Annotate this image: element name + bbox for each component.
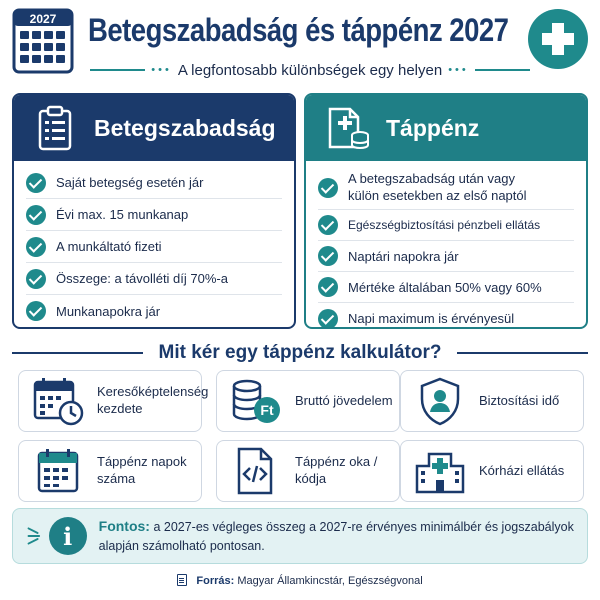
tile-label: Bruttó jövedelem: [295, 392, 393, 408]
check-icon: [26, 269, 46, 289]
list-item: [318, 272, 574, 303]
list-item-text: Összege: a távolléti díj 70%-a: [56, 271, 228, 286]
card-header: [14, 95, 294, 161]
notice-label: Fontos:: [98, 518, 150, 535]
list-item-text: Egészségbiztosítási pénzbeli ellátás: [348, 218, 541, 232]
clipboard-icon: [32, 105, 78, 151]
calendar-clock-icon: [31, 376, 85, 426]
card-title: Táppénz: [386, 114, 480, 141]
check-icon: [26, 205, 46, 225]
header: [0, 0, 600, 90]
list-item: [26, 295, 282, 327]
source-text: Magyar Államkincstár, Egészségvonal: [237, 575, 423, 587]
tile-hospital-care: [400, 440, 584, 502]
check-icon: [318, 178, 338, 198]
tile-gross-income: [216, 370, 400, 432]
notice-text-block: [99, 516, 587, 556]
tile-sick-pay-days: [18, 440, 202, 502]
tile-label: Biztosítási idő: [479, 392, 560, 408]
tile-sick-pay-reason-code: [216, 440, 400, 502]
tile-label: Táppénz napok száma: [97, 454, 187, 486]
check-icon: [26, 301, 46, 321]
attention-lines-icon: [27, 522, 41, 550]
check-icon: [318, 246, 338, 266]
list-item-text: Mértéke általában 50% vagy 60%: [348, 279, 542, 295]
list-item: [318, 167, 574, 210]
sick-leave-card: [12, 93, 296, 329]
list-item: [318, 303, 574, 329]
section-title: Mit kér egy táppénz kalkulátor?: [158, 342, 442, 363]
document-icon: [177, 574, 187, 586]
list-item: [26, 263, 282, 295]
shield-person-icon: [413, 376, 467, 426]
list-item: [318, 210, 574, 241]
notice-text: a 2027-es végleges összeg a 2027-re érvényes minimálbér és jogszabályok alapján számolható pontosan.: [98, 520, 574, 554]
page-title: Betegszabadság és táppénz 2027: [88, 12, 509, 48]
calendar-grid-icon: [31, 446, 85, 496]
tile-incapacity-start: [18, 370, 209, 432]
dots-decoration: •••: [448, 64, 469, 76]
card-list: [306, 161, 586, 329]
medical-cross-icon: [527, 8, 589, 70]
coins-ft-icon: [229, 376, 283, 426]
subtitle-divider-right: [475, 69, 530, 71]
tile-label: Keresőképtelenség kezdete: [97, 384, 209, 416]
list-item: [26, 167, 282, 199]
source-line: [0, 574, 600, 587]
tile-label: Kórházi ellátás: [479, 462, 565, 478]
sick-pay-card: [304, 93, 588, 329]
list-item-text: Évi max. 15 munkanap: [56, 207, 189, 222]
check-icon: [26, 237, 46, 257]
list-item: [26, 199, 282, 231]
check-icon: [318, 215, 338, 235]
list-item: [26, 231, 282, 263]
check-icon: [318, 277, 338, 297]
hospital-icon: [413, 446, 467, 496]
subtitle-divider-left: [90, 69, 145, 71]
card-list: [14, 161, 294, 327]
subtitle-row: [90, 60, 530, 80]
tile-insurance-period: [400, 370, 584, 432]
svg-text:Ft: Ft: [260, 402, 274, 418]
list-item-text: Naptári napokra jár: [348, 248, 459, 264]
medical-document-coins-icon: [324, 105, 370, 151]
calendar-year: 2027: [29, 12, 57, 26]
code-document-icon: [229, 446, 283, 496]
check-icon: [26, 173, 46, 193]
list-item-text: Munkanapokra jár: [56, 303, 161, 319]
card-title: Betegszabadság: [94, 114, 276, 141]
list-item-text: Napi maximum is érvényesül: [348, 311, 515, 326]
list-item-text: A munkáltató fizeti: [56, 239, 162, 254]
calendar-icon: [12, 8, 74, 74]
list-item-text: A betegszabadság után vagy külön esetekben az első naptól: [348, 171, 527, 203]
dots-decoration: •••: [151, 64, 172, 76]
subtitle: A legfontosabb különbségek egy helyen: [177, 61, 443, 79]
source-label: Forrás:: [196, 575, 235, 587]
check-icon: [318, 309, 338, 329]
list-item: [318, 241, 574, 272]
list-item-text: Saját betegség esetén jár: [56, 175, 204, 190]
card-header: [306, 95, 586, 161]
section-divider-right: [457, 352, 588, 354]
section-divider-left: [12, 352, 143, 354]
tile-label: Táppénz oka / kódja: [295, 454, 378, 486]
section-heading-row: [12, 340, 588, 366]
important-notice: [12, 508, 588, 564]
info-icon: i: [49, 517, 87, 555]
